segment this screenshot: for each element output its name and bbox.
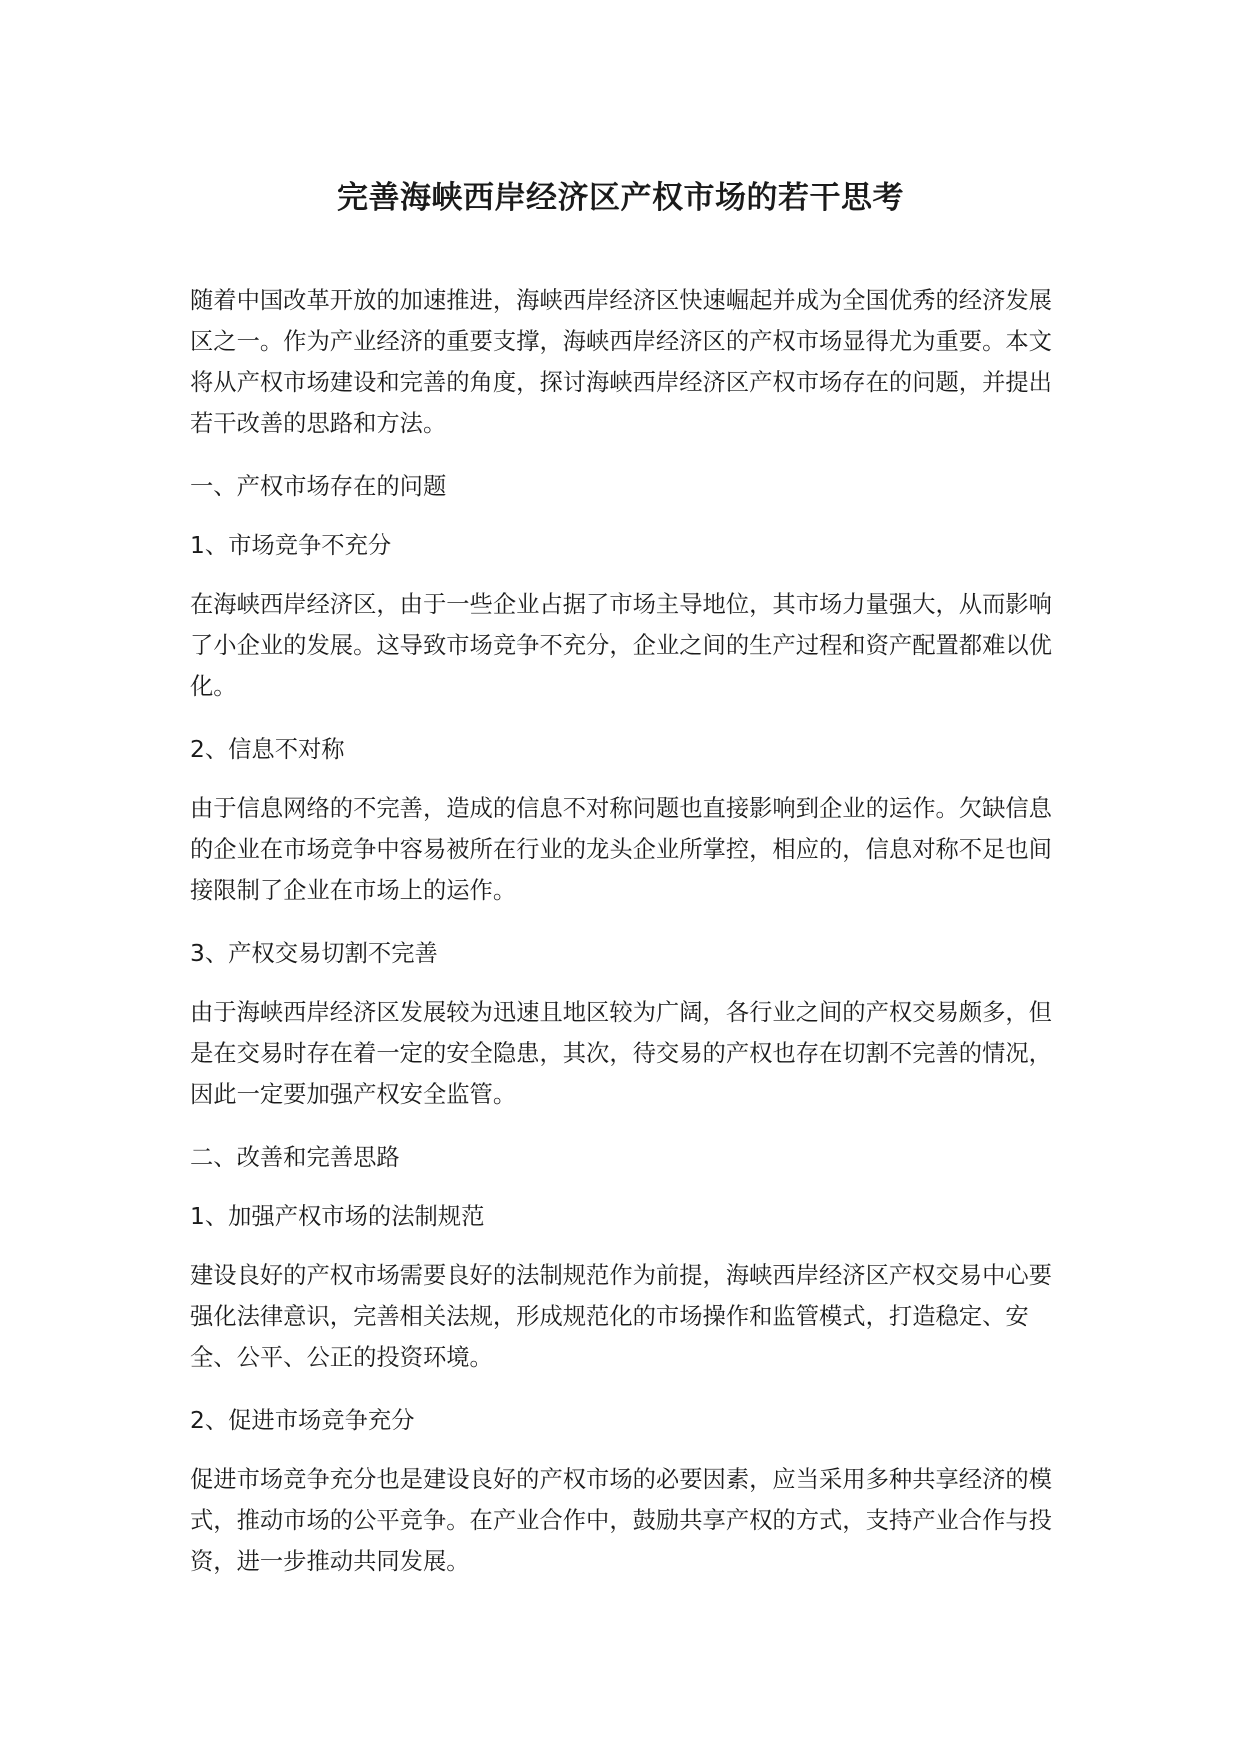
section-1-heading: 一、产权市场存在的问题 <box>190 473 447 500</box>
section-2-heading: 二、改善和完善思路 <box>190 1144 400 1171</box>
section-1-item-3-heading: 3、产权交易切割不完善 <box>190 940 438 967</box>
section-1-item-3-text: 由于海峡西岸经济区发展较为迅速且地区较为广阔，各行业之间的产权交易颇多，但是在交易时存在着一定的安全隐患，其次，待交易的产权也存在切割不完善的情况，因此一定要加强产权安全监管。 <box>190 999 1052 1108</box>
section-2-item-2-text: 促进市场竞争充分也是建设良好的产权市场的必要因素，应当采用多种共享经济的模式，推动市场的公平竞争。在产业合作中，鼓励共享产权的方式，支持产业合作与投资，进一步推动共同发展。 <box>190 1466 1052 1575</box>
section-1-item-1-text: 在海峡西岸经济区，由于一些企业占据了市场主导地位，其市场力量强大，从而影响了小企业的发展。这导致市场竞争不充分，企业之间的生产过程和资产配置都难以优化。 <box>190 591 1052 700</box>
document-title: 完善海峡西岸经济区产权市场的若干思考 <box>337 180 904 216</box>
section-2-item-1-heading: 1、加强产权市场的法制规范 <box>190 1203 485 1230</box>
intro-paragraph: 随着中国改革开放的加速推进，海峡西岸经济区快速崛起并成为全国优秀的经济发展区之一。作为产业经济的重要支撑，海峡西岸经济区的产权市场显得尤为重要。本文将从产权市场建设和完善的角度，探讨海峡西岸经济区产权市场存在的问题，并提出若干改善的思路和方法。 <box>190 287 1052 437</box>
section-1-item-1-heading: 1、市场竞争不充分 <box>190 532 392 559</box>
document-body <box>190 280 1070 1604</box>
section-2-item-1-text: 建设良好的产权市场需要良好的法制规范作为前提，海峡西岸经济区产权交易中心要强化法律意识，完善相关法规，形成规范化的市场操作和监管模式，打造稳定、安全、公平、公正的投资环境。 <box>190 1262 1052 1371</box>
section-2-item-2-heading: 2、促进市场竞争充分 <box>190 1407 415 1434</box>
section-1-item-2-text: 由于信息网络的不完善，造成的信息不对称问题也直接影响到企业的运作。欠缺信息的企业在市场竞争中容易被所在行业的龙头企业所掌控，相应的，信息对称不足也间接限制了企业在市场上的运作。 <box>190 795 1052 904</box>
section-1-item-2-heading: 2、信息不对称 <box>190 736 345 763</box>
